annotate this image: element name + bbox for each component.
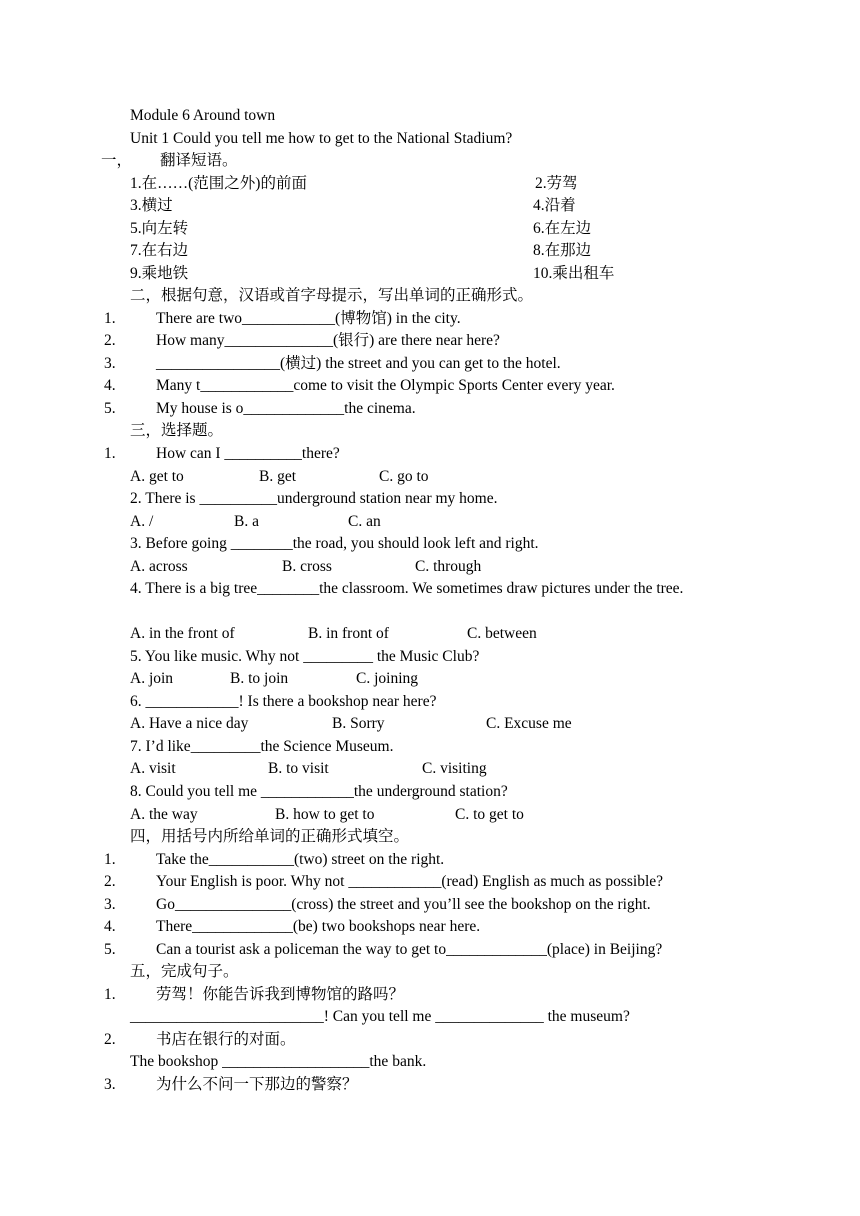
item-number: 4. bbox=[104, 918, 116, 935]
phrase-item: 4.沿着 bbox=[533, 197, 576, 214]
phrase-item: 8.在那边 bbox=[533, 242, 592, 259]
option-c: C. go to bbox=[379, 468, 429, 485]
option-b: B. cross bbox=[282, 558, 332, 575]
section1-marker: 一， bbox=[101, 152, 133, 169]
option-b: B. Sorry bbox=[332, 715, 385, 732]
fill-item: Go_______________(cross) the street and you’ll see the bookshop on the right. bbox=[156, 896, 651, 913]
question: How can I __________there? bbox=[156, 445, 340, 462]
option-b: B. get bbox=[259, 468, 297, 485]
item-number: 4. bbox=[104, 377, 116, 394]
option-b: B. how to get to bbox=[275, 806, 375, 823]
option-b: B. to visit bbox=[268, 760, 329, 777]
phrase-item: 10.乘出租车 bbox=[533, 265, 615, 282]
option-c: C. Excuse me bbox=[486, 715, 572, 732]
option-c: C. between bbox=[467, 625, 537, 642]
item-number: 2. bbox=[104, 873, 116, 890]
option-a: A. in the front of bbox=[130, 625, 235, 642]
item-number: 3. bbox=[104, 896, 116, 913]
option-b: B. a bbox=[234, 513, 259, 530]
option-c: C. joining bbox=[356, 670, 419, 687]
module-title: Module 6 Around town bbox=[130, 107, 276, 124]
question: 8. Could you tell me ____________the underground station? bbox=[130, 783, 508, 800]
option-c: C. to get to bbox=[455, 806, 524, 823]
option-a: A. the way bbox=[130, 806, 198, 823]
fill-item: There are two____________(博物馆) in the city. bbox=[156, 310, 461, 327]
item-number: 1. bbox=[104, 986, 116, 1003]
item-number: 5. bbox=[104, 400, 116, 417]
phrase-item: 9.乘地铁 bbox=[130, 265, 189, 282]
chinese-prompt: 书店在银行的对面。 bbox=[156, 1031, 296, 1048]
fill-item: Can a tourist ask a policeman the way to get to_____________(place) in Beijing? bbox=[156, 941, 663, 958]
english-sentence: The bookshop ___________________the bank. bbox=[130, 1053, 427, 1070]
section4-title: 四，用括号内所给单词的正确形式填空。 bbox=[130, 828, 410, 845]
option-a: A. across bbox=[130, 558, 188, 575]
phrase-item: 7.在右边 bbox=[130, 242, 189, 259]
chinese-prompt: 劳驾！你能告诉我到博物馆的路吗？ bbox=[156, 986, 405, 1003]
item-number: 3. bbox=[104, 355, 116, 372]
option-b: B. in front of bbox=[308, 625, 389, 642]
question: 5. You like music. Why not _________ the Music Club? bbox=[130, 648, 480, 665]
phrase-item: 2.劳驾 bbox=[535, 175, 578, 192]
item-number: 3. bbox=[104, 1076, 116, 1093]
option-a: A. Have a nice day bbox=[130, 715, 249, 732]
option-a: A. get to bbox=[130, 468, 184, 485]
item-number: 2. bbox=[104, 332, 116, 349]
question: 3. Before going ________the road, you should look left and right. bbox=[130, 535, 539, 552]
item-number: 1. bbox=[104, 310, 116, 327]
fill-item: Many t____________come to visit the Olympic Sports Center every year. bbox=[156, 377, 615, 394]
option-c: C. visiting bbox=[422, 760, 487, 777]
unit-title: Unit 1 Could you tell me how to get to the National Stadium? bbox=[130, 130, 513, 147]
item-number: 1. bbox=[104, 851, 116, 868]
phrase-item: 3.横过 bbox=[130, 197, 173, 214]
section3-title: 三，选择题。 bbox=[130, 422, 224, 439]
question: 2. There is __________underground station near my home. bbox=[130, 490, 498, 507]
fill-item: Your English is poor. Why not ____________(read) English as much as possible? bbox=[156, 873, 664, 890]
fill-item: ________________(横过) the street and you can get to the hotel. bbox=[156, 355, 561, 372]
item-number: 2. bbox=[104, 1031, 116, 1048]
phrase-item: 5.向左转 bbox=[130, 220, 189, 237]
option-a: A. join bbox=[130, 670, 174, 687]
option-b: B. to join bbox=[230, 670, 289, 687]
section5-title: 五，完成句子。 bbox=[130, 963, 239, 980]
phrase-item: 6.在左边 bbox=[533, 220, 592, 237]
option-a: A. / bbox=[130, 513, 154, 530]
phrase-item: 1.在……(范围之外)的前面 bbox=[130, 175, 307, 192]
question: 7. I’d like_________the Science Museum. bbox=[130, 738, 394, 755]
fill-item: There_____________(be) two bookshops near here. bbox=[156, 918, 481, 935]
option-c: C. an bbox=[348, 513, 381, 530]
option-c: C. through bbox=[415, 558, 482, 575]
fill-item: My house is o_____________the cinema. bbox=[156, 400, 416, 417]
item-number: 1. bbox=[104, 445, 116, 462]
chinese-prompt: 为什么不问一下那边的警察？ bbox=[156, 1076, 358, 1093]
section1-title: 翻译短语。 bbox=[160, 152, 238, 169]
fill-item: Take the___________(two) street on the right. bbox=[156, 851, 445, 868]
option-a: A. visit bbox=[130, 760, 176, 777]
fill-item: How many______________(银行) are there near here? bbox=[156, 332, 500, 349]
question: 6. ____________! Is there a bookshop near here? bbox=[130, 693, 437, 710]
item-number: 5. bbox=[104, 941, 116, 958]
english-sentence: _________________________! Can you tell me ______________ the museum? bbox=[130, 1008, 630, 1025]
question: 4. There is a big tree________the classroom. We sometimes draw pictures under the tree. bbox=[130, 580, 684, 597]
section2-title: 二，根据句意，汉语或首字母提示，写出单词的正确形式。 bbox=[130, 287, 534, 304]
